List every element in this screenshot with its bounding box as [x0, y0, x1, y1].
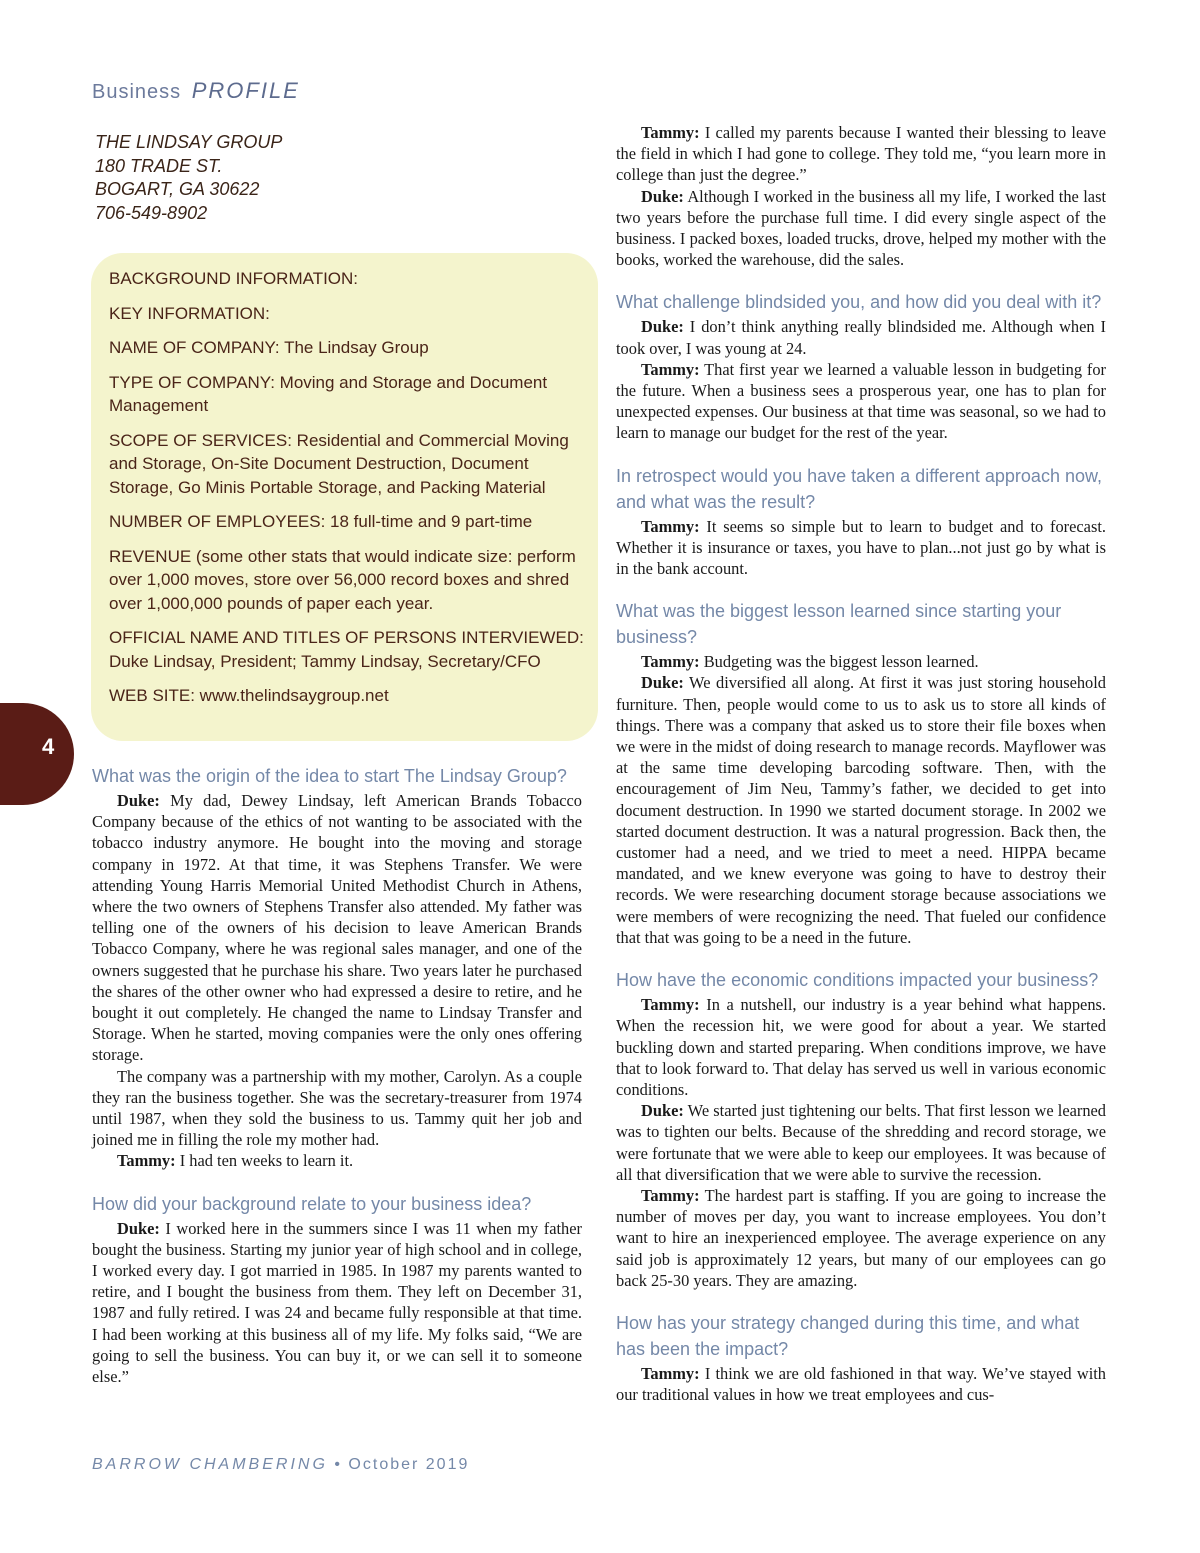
interview-question: What challenge blindsided you, and how did you deal with it? — [616, 292, 1102, 313]
answer-text: The company was a partnership with my mother, Carolyn. As a couple they ran the business together. She was the secretary-treasurer from 1974 until 1987, when they sold the business to us. Tammy quit her job and joined me in filling the role my mother had. — [92, 1066, 582, 1150]
answer-text: In a nutshell, our industry is a year behind what happens. When the recession hit, we were good for about a year. We started buckling down and started preparing. When conditions improve, we have that to look forward to. That delay has served us well in various economic conditions. — [616, 995, 1106, 1099]
answer-text: I worked here in the summers since I was 11 when my father bought the business. Starting my junior year of high school and in college, I worked every day. I got married in 1985. In 1987 my parents wanted to retire, and I bought the business from them. They left on December 31, 1987 and fully retired. I was 24 and became fully responsible at that time. I had been working at this business all of my life. My folks said, “We are going to sell the business. You can buy it, or we can sell it to someone else.” — [92, 1218, 582, 1387]
website-field: WEB SITE: www.thelindsaygroup.net — [109, 686, 389, 705]
page-number: 4 — [42, 734, 55, 759]
speaker-name: Tammy: — [641, 995, 700, 1015]
speaker-name: Duke: — [641, 186, 684, 206]
interview-question: What was the biggest lesson learned since starting your business? — [616, 601, 1062, 648]
section-header — [92, 78, 300, 104]
key-info-box — [91, 253, 598, 741]
interview-answer — [92, 1066, 582, 1151]
speaker-name: Tammy: — [641, 1185, 700, 1205]
interview-answer — [616, 122, 1106, 186]
left-column — [92, 763, 582, 1387]
speaker-name: Duke: — [117, 1218, 160, 1238]
speaker-name: Tammy: — [641, 123, 700, 142]
interview-question: How has your strategy changed during this time, and what has been the impact? — [616, 1312, 1080, 1359]
answer-text: I had ten weeks to learn it. — [175, 1151, 354, 1171]
interview-answer — [616, 1363, 1106, 1405]
speaker-name: Duke: — [641, 317, 684, 337]
footer-separator: • — [334, 1456, 342, 1473]
employees-field: NUMBER OF EMPLOYEES: 18 full-time and 9 part-time — [109, 512, 533, 531]
interview-question: How have the economic conditions impacted your business? — [616, 970, 1099, 991]
interview-question: In retrospect would you have taken a different approach now, and what was the result? — [616, 465, 1102, 512]
answer-text: My dad, Dewey Lindsay, left American Brands Tobacco Company because of the ethics of not wanting to be associated with the tobacco industry anymore. He bought into the moving and storage company in 1972. At that time, it was Stephens Transfer. We were attending Young Harris Memorial United Methodist Church in Athens, where the two owners of Stephens Transfer also attended. My father was telling one of the owners of his decision to leave American Brands Tobacco Company, where he was regional sales manager, and one of the owners suggested that he purchase his share. Two years later he purchased the shares of the other owner who had expressed a desire to retire, and he bought it out completely. He changed the name to Lindsay Transfer and Storage. When he started, moving companies were the only ones offering storage. — [92, 791, 582, 1065]
answer-text: I called my parents because I wanted their blessing to leave the field in which I had gone to college. They told me, “you learn more in college than just the degree.” — [616, 123, 1106, 185]
interview-question: How did your background relate to your business idea? — [92, 1193, 532, 1214]
answer-text: We started just tightening our belts. That first lesson we learned was to tighten our belts. Because of the shredding and record storage, we were fortunate that we were able to keep our employees. It was because of all that diversification that we were able to survive the recession. — [616, 1101, 1106, 1184]
answer-text: We diversified all along. At first it was just storing household furniture. Then, people would come to us to ask us to store all kinds of things. There was a company that asked us to store their file boxes when we were in the midst of doing research to manage records. Mayflower was at the same time developing barcoding software. Then, with the encouragement of Jim Neu, Tammy’s father, we decided to get into document destruction. In 1990 we started document storage. In 2002 we started document destruction. It was a natural progression. Back then, the customer had a need, and we tried to meet a need. HIPPA became mandated, and we knew everyone was going to have to destroy their records. We were researching document storage because associations we were members of were recognizing the need. That fueled our confidence that that was going to be a need in the future. — [616, 673, 1106, 947]
profile-label: PROFILE — [191, 78, 300, 103]
speaker-name: Tammy: — [641, 359, 700, 379]
interview-answer — [616, 359, 1106, 444]
interview-answer — [616, 1100, 1106, 1185]
speaker-name: Tammy: — [641, 652, 700, 672]
speaker-name: Duke: — [117, 791, 160, 810]
interview-answer — [92, 1218, 582, 1388]
interview-answer — [616, 651, 1106, 672]
page-tab — [0, 703, 74, 805]
background-heading: BACKGROUND INFORMATION: — [109, 269, 359, 288]
answer-text: It seems so simple but to learn to budget and to forecast. Whether it is insurance or taxes, you have to plan...not just go by what is in the bank account. — [616, 516, 1106, 579]
key-heading: KEY INFORMATION: — [109, 303, 270, 323]
company-type-field: TYPE OF COMPANY: Moving and Storage and Document Management — [109, 372, 548, 415]
officials-field: OFFICIAL NAME AND TITLES OF PERSONS INTERVIEWED: Duke Lindsay, President; Tammy Lindsay, Secretary/CFO — [109, 628, 584, 671]
company-address — [95, 131, 282, 225]
interview-answer — [92, 1150, 582, 1171]
section-label: Business — [92, 81, 182, 103]
company-street: 180 TRADE ST. — [95, 155, 223, 176]
company-name: THE LINDSAY GROUP — [95, 132, 283, 152]
answer-text: That first year we learned a valuable lesson in budgeting for the future. When a business sees a prosperous year, one has to plan for unexpected expenses. Our business at that time was seasonal, so we had to learn to manage our budget for the rest of the year. — [616, 359, 1106, 443]
scope-field: SCOPE OF SERVICES: Residential and Commercial Moving and Storage, On-Site Document Destruction, Document Storage, Go Minis Portable Storage, and Packing Material — [109, 430, 569, 497]
footer-publication: BARROW CHAMBERING — [92, 1456, 328, 1473]
answer-text: I don’t think anything really blindsided me. Although when I took over, I was young at 24. — [616, 317, 1106, 358]
answer-text: I think we are old fashioned in that way. We’ve stayed with our traditional values in how we treat employees and cus- — [616, 1363, 1106, 1405]
interview-answer — [616, 994, 1106, 1100]
speaker-name: Tammy: — [117, 1151, 176, 1171]
speaker-name: Duke: — [641, 673, 684, 693]
interview-answer — [616, 672, 1106, 948]
answer-text: Budgeting was the biggest lesson learned. — [699, 652, 979, 672]
company-phone: 706-549-8902 — [95, 202, 208, 223]
speaker-name: Tammy: — [641, 516, 700, 536]
interview-answer — [616, 186, 1106, 271]
interview-answer — [616, 516, 1106, 580]
footer — [92, 1456, 469, 1474]
answer-text: The hardest part is staffing. If you are going to increase the number of moves per day, you want to increase employees. You don’t want to hire an inexperienced employee. The average experience on any said job is approximately 12 years, but many of our employees can go back 25-30 years. They are amazing. — [616, 1185, 1106, 1290]
interview-answer — [92, 790, 582, 1066]
right-column — [616, 122, 1106, 1405]
speaker-name: Duke: — [641, 1101, 684, 1121]
interview-answer — [616, 316, 1106, 358]
answer-text: Although I worked in the business all my life, I worked the last two years before the purchase full time. I did every single aspect of the business. I packed boxes, loaded trucks, drove, helped my mother with the books, worked the warehouse, did the sales. — [616, 186, 1106, 270]
interview-answer — [616, 1185, 1106, 1291]
company-name-field: NAME OF COMPANY: The Lindsay Group — [109, 338, 429, 357]
interview-question: What was the origin of the idea to start The Lindsay Group? — [92, 766, 567, 786]
speaker-name: Tammy: — [641, 1363, 700, 1383]
company-city: BOGART, GA 30622 — [95, 179, 260, 199]
revenue-field: REVENUE (some other stats that would indicate size: perform over 1,000 moves, store over 56,000 record boxes and shred over 1,000,000 pounds of paper each year. — [109, 546, 576, 613]
footer-date: October 2019 — [348, 1456, 470, 1473]
